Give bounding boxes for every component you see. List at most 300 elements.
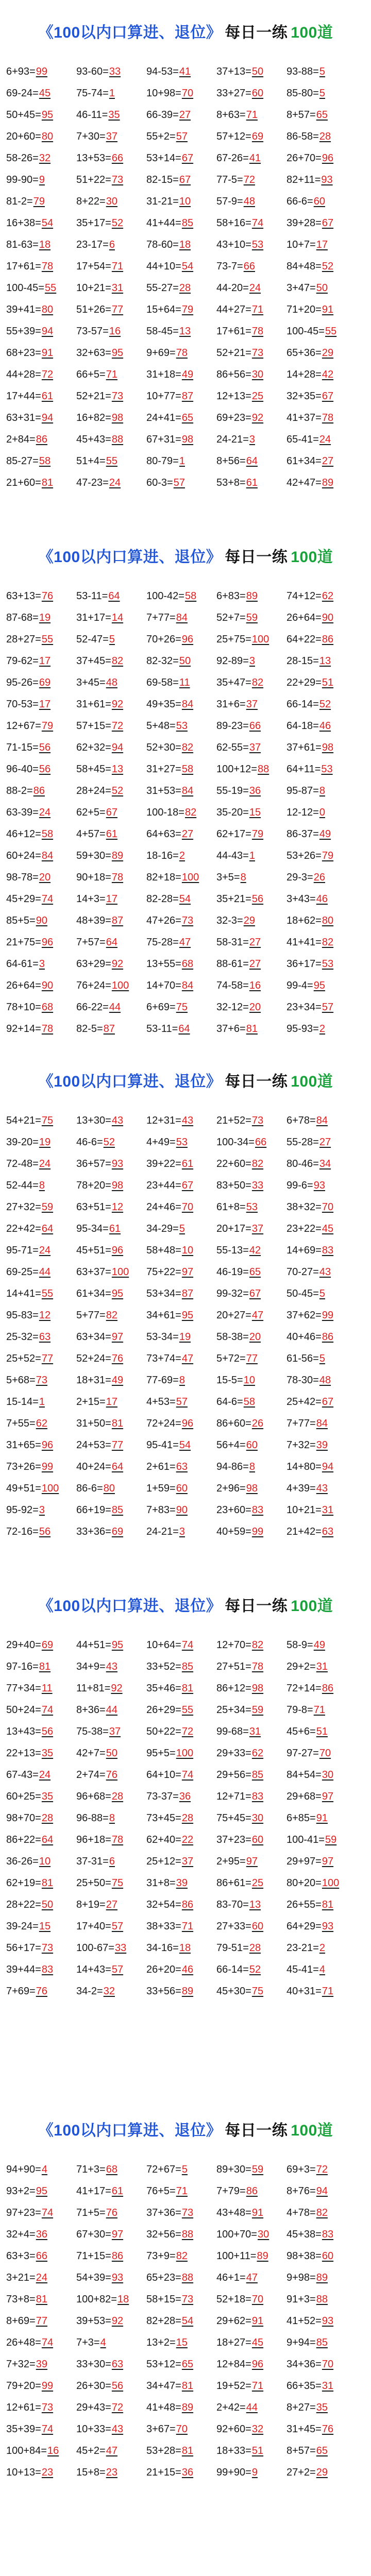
problem-expression: 33+27= — [216, 88, 251, 99]
problem-expression: 25+12= — [146, 1856, 181, 1867]
problem-item — [6, 1456, 76, 1478]
problem-item — [76, 1916, 146, 1937]
problem-item — [76, 212, 146, 234]
problem-item — [6, 758, 76, 780]
problem-expression: 58+16= — [216, 217, 251, 229]
problem-expression: 23+22= — [286, 1223, 322, 1234]
problem-item — [146, 82, 216, 104]
problem-answer: 53 — [321, 764, 333, 775]
problem-expression: 73-37= — [146, 1791, 179, 1802]
problem-item — [286, 910, 357, 931]
problem-expression: 93-60= — [76, 66, 109, 77]
problem-expression: 52+24= — [76, 1353, 111, 1364]
problem-answer: 45 — [39, 88, 51, 99]
problem-item — [146, 737, 216, 758]
problem-answer: 6 — [109, 239, 115, 250]
problem-item — [76, 758, 146, 780]
problem-expression: 92-89= — [216, 655, 249, 667]
problem-answer: 60 — [251, 1834, 264, 1845]
problem-answer: 99 — [41, 2380, 54, 2392]
problem-item — [286, 585, 357, 607]
problem-item — [6, 823, 76, 845]
problem-item — [216, 407, 286, 429]
problem-answer: 98 — [111, 412, 124, 423]
problem-answer: 5 — [319, 1353, 325, 1364]
problem-expression: 37+6= — [216, 1023, 246, 1035]
problem-answer: 43 — [111, 1115, 124, 1126]
problem-item — [76, 888, 146, 910]
problem-item — [6, 126, 76, 147]
problem-expression: 2+84= — [6, 434, 36, 445]
problem-item — [146, 126, 216, 147]
problem-answer: 87 — [103, 1023, 115, 1035]
worksheet-page — [0, 1049, 371, 1573]
problem-expression: 2+15= — [76, 1396, 106, 1408]
problem-item — [146, 1391, 216, 1413]
problem-answer: 57 — [173, 477, 185, 488]
problem-item — [286, 61, 357, 82]
problem-item — [286, 1656, 357, 1677]
problem-answer: 44 — [246, 2402, 258, 2413]
problem-answer: 97 — [246, 1856, 258, 1867]
problem-expression: 63+37= — [76, 1266, 111, 1278]
problem-expression: 80-46= — [286, 1158, 319, 1170]
problem-item — [146, 407, 216, 429]
problem-item — [216, 1261, 286, 1283]
problem-item — [76, 256, 146, 277]
problem-expression: 2+61= — [146, 1461, 176, 1472]
problem-item — [146, 1894, 216, 1916]
problem-item — [146, 585, 216, 607]
problem-expression: 99+90= — [216, 2467, 251, 2478]
problem-answer: 2 — [179, 850, 185, 861]
problem-expression: 46-6= — [76, 1137, 103, 1148]
problem-answer: 86 — [111, 2250, 124, 2262]
problem-expression: 7+77= — [146, 612, 176, 623]
problem-expression: 36-26= — [6, 1856, 39, 1867]
problem-expression: 4+49= — [146, 1137, 176, 1148]
problem-expression: 69-58= — [146, 677, 179, 688]
problem-expression: 92+60= — [216, 2424, 251, 2435]
problem-item — [6, 996, 76, 1018]
problem-answer: 57 — [322, 1002, 334, 1013]
problem-answer: 19 — [179, 1331, 191, 1343]
problem-answer: 99 — [36, 66, 47, 77]
problem-expression: 1+59= — [146, 1483, 176, 1494]
problem-answer: 77 — [246, 1353, 258, 1364]
problem-item — [76, 1218, 146, 1240]
problem-expression: 32+56= — [146, 2229, 181, 2240]
problem-expression: 95-93= — [286, 1023, 319, 1035]
problem-answer: 54 — [179, 893, 191, 905]
problem-item — [286, 277, 357, 299]
problem-expression: 31+65= — [6, 1439, 41, 1451]
problem-expression: 39+28= — [286, 217, 322, 229]
problem-expression: 75+22= — [146, 1266, 181, 1278]
problem-answer: 24 — [36, 2272, 47, 2283]
problem-expression: 62+40= — [146, 1834, 181, 1845]
problem-answer: 25 — [251, 1877, 264, 1889]
problem-expression: 55+2= — [146, 131, 176, 142]
problem-answer: 4 — [319, 1964, 325, 1975]
problem-expression: 58-26= — [6, 152, 39, 164]
problem-answer: 31 — [322, 2380, 334, 2392]
problem-answer: 52 — [249, 1964, 261, 1975]
problem-answer: 75 — [176, 1002, 188, 1013]
problem-expression: 100-42= — [146, 590, 184, 602]
problem-expression: 100-18= — [146, 807, 184, 818]
problem-expression: 7+30= — [76, 131, 106, 142]
problem-answer: 97 — [181, 1266, 194, 1278]
problem-item — [286, 191, 357, 212]
problem-expression: 45+2= — [76, 2445, 106, 2456]
problem-expression: 58+45= — [76, 764, 111, 775]
problem-expression: 70-53= — [6, 699, 39, 710]
problem-grid — [0, 585, 371, 1040]
problem-answer: 35 — [316, 2402, 328, 2413]
problem-item — [6, 802, 76, 823]
problem-item — [6, 2202, 76, 2224]
problem-item — [146, 2267, 216, 2289]
problem-answer: 88 — [181, 2272, 194, 2283]
problem-answer: 100 — [176, 1748, 194, 1759]
problem-answer: 55 — [41, 634, 54, 645]
problem-item — [76, 867, 146, 888]
problem-item — [76, 1348, 146, 1369]
problem-item — [286, 169, 357, 191]
problem-answer: 97 — [322, 1856, 334, 1867]
problem-expression: 13+53= — [76, 152, 111, 164]
problem-item — [216, 1656, 286, 1677]
problem-answer: 95 — [41, 109, 54, 121]
problem-answer: 67 — [179, 174, 191, 185]
problem-item — [146, 1153, 216, 1175]
problem-answer: 78 — [111, 872, 124, 883]
problem-expression: 41+48= — [146, 2402, 181, 2413]
problem-answer: 52 — [319, 699, 331, 710]
problem-item — [146, 2462, 216, 2483]
problem-item — [286, 2267, 357, 2289]
problem-expression: 37+36= — [146, 2207, 181, 2218]
problem-item — [146, 629, 216, 650]
problem-expression: 25+50= — [76, 1877, 111, 1889]
problem-expression: 4+39= — [286, 1483, 316, 1494]
problem-item — [76, 953, 146, 975]
problem-answer: 43 — [181, 1115, 194, 1126]
problem-item — [6, 931, 76, 953]
problem-item — [216, 585, 286, 607]
problem-item — [6, 2397, 76, 2418]
problem-answer: 100 — [181, 872, 199, 883]
problem-item — [216, 256, 286, 277]
problem-answer: 92 — [251, 412, 264, 423]
problem-expression: 100-41= — [286, 1834, 325, 1845]
problem-expression: 62+5= — [76, 807, 106, 818]
problem-answer: 37 — [106, 131, 117, 142]
problem-answer: 65 — [316, 2445, 328, 2456]
problem-expression: 83+50= — [216, 1180, 251, 1191]
problem-item — [6, 867, 76, 888]
problem-expression: 12+84= — [216, 2359, 251, 2370]
problem-answer: 28 — [111, 1791, 124, 1802]
problem-expression: 24-21= — [216, 434, 249, 445]
problem-answer: 29 — [243, 915, 255, 926]
problem-expression: 7+32= — [286, 1439, 316, 1451]
problem-answer: 96 — [181, 1418, 194, 1429]
problem-answer: 92 — [111, 1683, 123, 1694]
problem-answer: 8 — [179, 1375, 185, 1386]
problem-item — [76, 1937, 146, 1959]
problem-item — [76, 2267, 146, 2289]
problem-answer: 67 — [181, 1180, 194, 1191]
problem-expression: 63+31= — [6, 412, 41, 423]
problem-item — [286, 1018, 357, 1040]
problem-expression: 41+44= — [146, 217, 181, 229]
problem-expression: 32-3= — [216, 915, 243, 926]
title-daily-practice: 每日一练 — [225, 1073, 288, 1090]
problem-answer: 74 — [181, 1639, 194, 1651]
problem-item — [6, 104, 76, 126]
problem-answer: 37 — [109, 1726, 121, 1737]
problem-item — [146, 1434, 216, 1456]
problem-item — [6, 1786, 76, 1807]
problem-expression: 56+17= — [6, 1942, 41, 1954]
problem-answer: 79 — [181, 304, 194, 315]
problem-item — [76, 342, 146, 364]
problem-answer: 70 — [322, 1201, 334, 1213]
problem-answer: 88 — [316, 2294, 328, 2305]
problem-expression: 79-51= — [216, 1942, 249, 1954]
problem-expression: 23+44= — [146, 1180, 181, 1191]
problem-item — [6, 1326, 76, 1348]
problem-answer: 73 — [41, 1942, 54, 1954]
problem-answer: 20 — [39, 872, 51, 883]
problem-answer: 88 — [111, 434, 124, 445]
problem-answer: 44 — [106, 1704, 117, 1716]
problem-answer: 98 — [246, 1483, 258, 1494]
problem-item — [76, 1677, 146, 1699]
problem-item — [286, 320, 357, 342]
problem-answer: 91 — [251, 2315, 264, 2327]
problem-expression: 37+23= — [216, 1834, 251, 1845]
problem-expression: 34-16= — [146, 1942, 179, 1954]
problem-expression: 79-8= — [286, 1704, 313, 1716]
problem-item — [286, 1153, 357, 1175]
problem-item — [216, 1959, 286, 1980]
problem-answer: 8 — [319, 785, 325, 796]
problem-answer: 60 — [251, 88, 264, 99]
problem-item — [286, 147, 357, 169]
problem-expression: 7+69= — [6, 1986, 36, 1997]
problem-answer: 3 — [249, 434, 255, 445]
problem-answer: 60 — [251, 1921, 264, 1932]
problem-item — [146, 758, 216, 780]
problem-expression: 35-20= — [216, 807, 249, 818]
problem-expression: 61+34= — [286, 455, 322, 467]
problem-expression: 69-25= — [6, 1266, 39, 1278]
problem-expression: 94-53= — [146, 66, 179, 77]
problem-item — [146, 845, 216, 867]
problem-item — [216, 1304, 286, 1326]
problem-expression: 77-69= — [146, 1375, 179, 1386]
problem-expression: 100+11= — [216, 2250, 257, 2262]
problem-answer: 94 — [111, 742, 124, 753]
problem-expression: 82-15= — [146, 174, 179, 185]
problem-item — [76, 1413, 146, 1434]
worksheet-page — [0, 1573, 371, 2098]
problem-expression: 64+22= — [286, 634, 322, 645]
problem-expression: 15+8= — [76, 2467, 106, 2478]
problem-answer: 82 — [106, 1310, 117, 1321]
problem-item — [216, 320, 286, 342]
problem-expression: 52+7= — [216, 612, 246, 623]
problem-answer: 45 — [251, 2337, 264, 2348]
problem-expression: 76+24= — [76, 980, 111, 991]
problem-item — [76, 126, 146, 147]
problem-expression: 97+23= — [6, 2207, 41, 2218]
problem-answer: 20 — [249, 1002, 261, 1013]
problem-expression: 74-58= — [216, 980, 249, 991]
problem-answer: 50 — [251, 66, 264, 77]
problem-item — [146, 2180, 216, 2202]
problem-expression: 16+38= — [6, 217, 41, 229]
problem-answer: 27 — [179, 109, 191, 121]
problem-expression: 66+5= — [76, 369, 106, 380]
problem-answer: 36 — [181, 2467, 194, 2478]
problem-grid — [0, 2159, 371, 2483]
problem-item — [216, 1894, 286, 1916]
problem-item — [216, 82, 286, 104]
problem-expression: 33+52= — [146, 1661, 181, 1672]
problem-answer: 11 — [41, 1683, 53, 1694]
problem-expression: 63+13= — [6, 590, 41, 602]
problem-expression: 3+43= — [286, 893, 316, 905]
problem-answer: 55 — [106, 455, 117, 467]
problem-expression: 36+57= — [76, 1158, 111, 1170]
problem-expression: 100+12= — [216, 764, 257, 775]
problem-answer: 72 — [111, 720, 124, 732]
problem-expression: 12+13= — [216, 391, 251, 402]
problem-expression: 23+60= — [216, 1504, 251, 1516]
problem-answer: 17 — [39, 699, 51, 710]
problem-answer: 89 — [181, 2402, 194, 2413]
problem-expression: 12+70= — [216, 1639, 251, 1651]
problem-answer: 65 — [316, 109, 328, 121]
problem-expression: 51+26= — [76, 304, 111, 315]
problem-item — [76, 1829, 146, 1851]
problem-expression: 50+22= — [146, 1726, 181, 1737]
problem-answer: 24 — [109, 477, 121, 488]
problem-item — [76, 320, 146, 342]
problem-expression: 57+12= — [216, 131, 251, 142]
problem-answer: 69 — [39, 677, 51, 688]
title-topic: 《100以内口算进、退位》 — [38, 2122, 222, 2139]
problem-expression: 26+64= — [6, 980, 41, 991]
problem-item — [76, 975, 146, 996]
problem-answer: 61 — [41, 391, 54, 402]
problem-answer: 53 — [246, 1201, 258, 1213]
problem-expression: 87-68= — [6, 612, 39, 623]
problem-item — [6, 1656, 76, 1677]
problem-answer: 18 — [117, 2294, 129, 2305]
problem-answer: 4 — [100, 2337, 106, 2348]
problem-answer: 81 — [111, 1418, 124, 1429]
problem-item — [286, 2180, 357, 2202]
problem-expression: 3+67= — [146, 2424, 176, 2435]
problem-item — [76, 147, 146, 169]
problem-expression: 14+28= — [286, 369, 322, 380]
problem-expression: 5+48= — [146, 720, 176, 732]
problem-item — [146, 1786, 216, 1807]
problem-answer: 88 — [181, 2229, 194, 2240]
problem-expression: 48+39= — [76, 915, 111, 926]
problem-expression: 55-13= — [216, 1245, 249, 1256]
problem-expression: 7+77= — [286, 1418, 316, 1429]
problem-answer: 68 — [106, 2164, 117, 2175]
problem-expression: 53-11= — [146, 1023, 178, 1035]
problem-expression: 29+40= — [6, 1639, 41, 1651]
problem-answer: 53 — [251, 239, 264, 250]
problem-item — [6, 845, 76, 867]
problem-answer: 75 — [251, 1986, 264, 1997]
problem-expression: 13+30= — [76, 1115, 111, 1126]
problem-item — [286, 234, 357, 256]
problem-expression: 61+34= — [76, 1288, 111, 1299]
problem-answer: 98 — [251, 1683, 264, 1694]
problem-answer: 93 — [111, 1158, 124, 1170]
problem-item — [6, 1261, 76, 1283]
problem-item — [146, 2440, 216, 2462]
problem-expression: 61-56= — [286, 1353, 319, 1364]
problem-item — [146, 2418, 216, 2440]
problem-expression: 82-28= — [146, 893, 179, 905]
problem-item — [76, 104, 146, 126]
problem-answer: 69 — [41, 1639, 54, 1651]
problem-answer: 66 — [255, 1137, 267, 1148]
problem-expression: 19+52= — [216, 2380, 251, 2392]
problem-answer: 95 — [181, 1310, 194, 1321]
problem-item — [146, 1872, 216, 1894]
problem-item — [216, 2159, 286, 2180]
problem-expression: 5+68= — [6, 1375, 36, 1386]
problem-item — [146, 277, 216, 299]
problem-expression: 29+56= — [216, 1769, 251, 1781]
problem-answer: 68 — [41, 1002, 54, 1013]
problem-item — [216, 1499, 286, 1521]
problem-expression: 64-18= — [286, 720, 319, 732]
title-daily-practice: 每日一练 — [225, 24, 288, 41]
problem-item — [6, 82, 76, 104]
problem-item — [6, 1764, 76, 1786]
problem-answer: 95 — [111, 347, 124, 359]
problem-expression: 55+39= — [6, 326, 41, 337]
problem-expression: 27+51= — [216, 1661, 251, 1672]
problem-answer: 87 — [111, 915, 124, 926]
problem-answer: 3 — [179, 1526, 185, 1537]
problem-item — [76, 1980, 146, 2002]
problem-expression: 31+8= — [146, 1877, 176, 1889]
problem-expression: 73+9= — [146, 2250, 176, 2262]
problem-answer: 19 — [39, 1137, 51, 1148]
problem-answer: 67 — [106, 807, 117, 818]
problem-answer: 94 — [41, 326, 54, 337]
problem-answer: 48 — [106, 677, 117, 688]
problem-answer: 22 — [181, 1834, 194, 1845]
problem-expression: 45-41= — [286, 1964, 319, 1975]
problem-item — [286, 429, 357, 450]
problem-expression: 98-78= — [6, 872, 39, 883]
problem-item — [76, 693, 146, 715]
